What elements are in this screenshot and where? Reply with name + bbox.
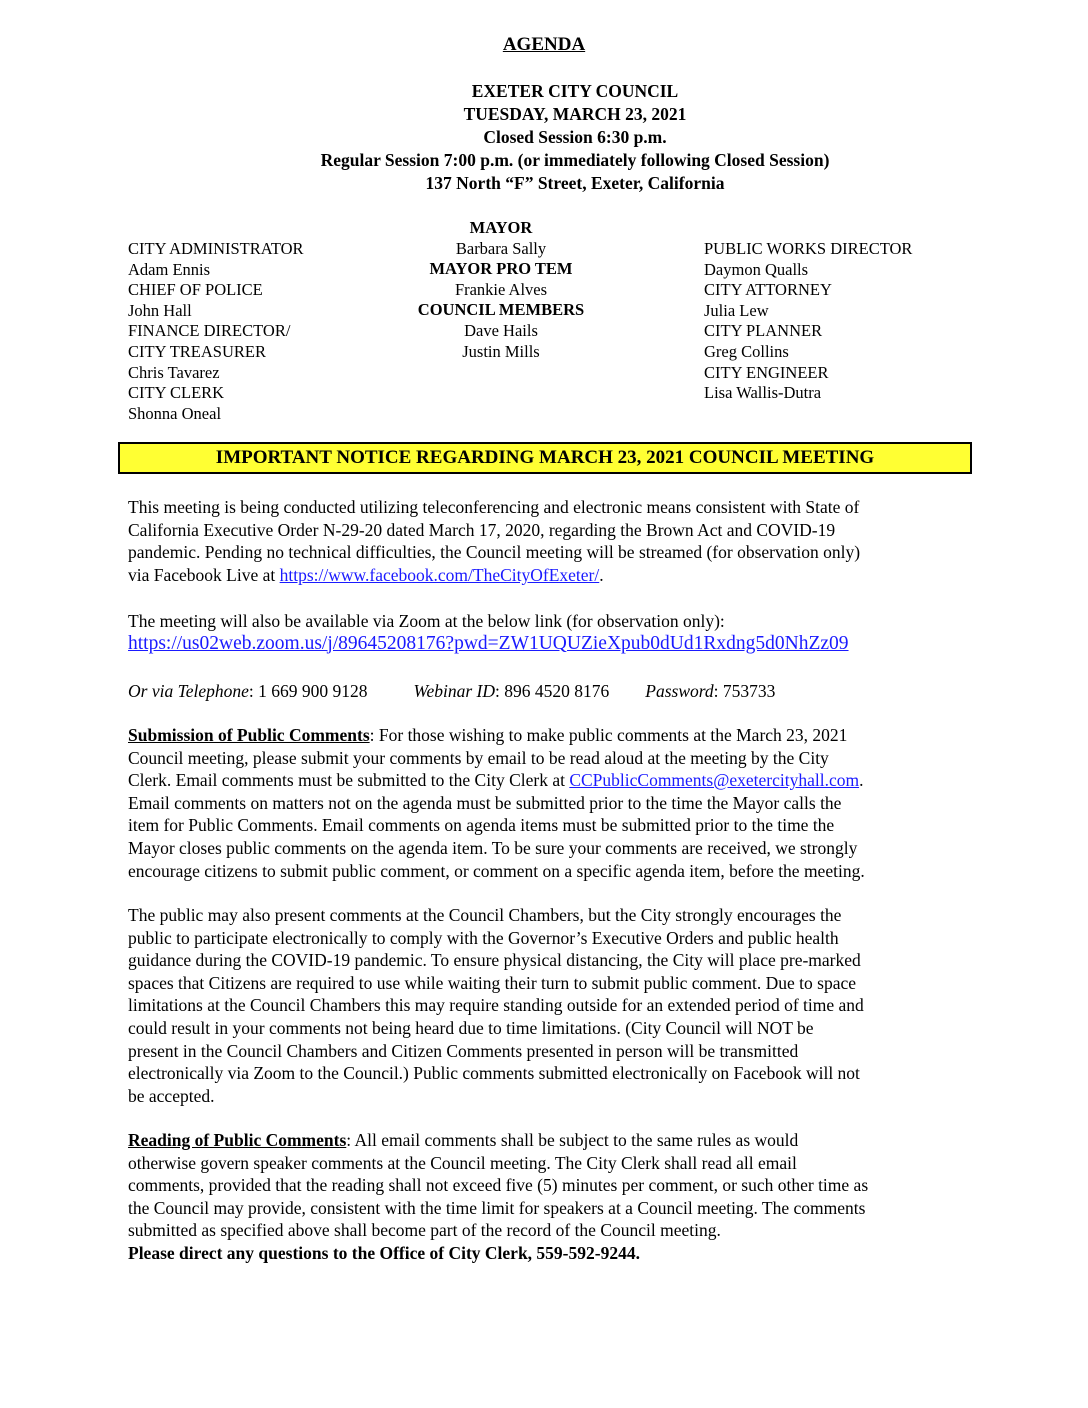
paragraph-line: could result in your comments not being heard due to time limitations. (City Council will NOT be: [128, 1017, 814, 1038]
paragraph-line: present in the Council Chambers and Citizen Comments presented in person will be transmitted: [128, 1040, 799, 1061]
staff-name: Daymon Qualls: [704, 259, 809, 279]
staff-title: FINANCE DIRECTOR/: [128, 321, 291, 341]
email-link[interactable]: CCPublicComments@exetercityhall.com: [569, 770, 860, 791]
staff-title: CITY PLANNER: [704, 321, 823, 341]
paragraph-line: item for Public Comments. Email comments on agenda items must be submitted prior to the time the: [128, 815, 835, 836]
telephone-value: : 1 669 900 9128: [248, 681, 368, 701]
public-comments-paragraph: [128, 904, 968, 1107]
phone-info: [128, 680, 968, 703]
meeting-address: 137 North “F” Street, Exeter, California: [425, 173, 725, 193]
paragraph-line: [128, 1129, 968, 1152]
meeting-header: [0, 80, 1088, 195]
paragraph-line: California Executive Order N-29-20 dated March 17, 2020, regarding the Brown Act and COVID-19: [128, 519, 836, 540]
staff-name: Julia Lew: [704, 300, 769, 320]
council-title: MAYOR PRO TEM: [429, 259, 573, 279]
staff-name: Shonna Oneal: [128, 403, 222, 423]
paragraph-line: [128, 769, 968, 792]
teleconference-paragraph: [128, 496, 968, 586]
council-name: Frankie Alves: [454, 279, 548, 299]
paragraph-line: electronically via Zoom to the Council.) Public comments submitted electronically on Facebook will not: [128, 1063, 860, 1084]
council-name: Barbara Sally: [455, 238, 547, 258]
password-value: : 753733: [713, 681, 776, 701]
telephone-label: Or via Telephone: [128, 681, 249, 701]
staff-name: Greg Collins: [704, 341, 789, 361]
section-heading: Submission of Public Comments: [128, 725, 370, 745]
staff-title: CITY ENGINEER: [704, 362, 829, 382]
contact-line: Please direct any questions to the Office of City Clerk, 559-592-9244.: [128, 1242, 640, 1263]
paragraph-line: encourage citizens to submit public comment, or comment on a specific agenda item, before the meeting.: [128, 860, 865, 881]
staff-title: CHIEF OF POLICE: [128, 280, 263, 300]
staff-title: CITY ADMINISTRATOR: [128, 239, 304, 258]
staff-column-right: [704, 239, 912, 404]
phone-line: [128, 680, 968, 703]
paragraph-line: submitted as specified above shall become part of the record of the Council meeting.: [128, 1220, 721, 1241]
paragraph-line: The meeting will also be available via Zoom at the below link (for observation only):: [128, 611, 725, 631]
staff-name: Adam Ennis: [128, 259, 211, 279]
council-title: MAYOR: [469, 218, 533, 237]
council-name: EXETER CITY COUNCIL: [471, 81, 679, 101]
paragraph-text: Clerk. Email comments must be submitted to the City Clerk at: [128, 770, 570, 791]
webinar-label: Webinar ID: [413, 681, 496, 701]
paragraph-line: spaces that Citizens are required to use while waiting their turn to submit public comment. Due to space: [128, 972, 857, 993]
paragraph-line: [128, 564, 968, 587]
staff-title: CITY CLERK: [128, 383, 225, 403]
page-title: AGENDA: [502, 34, 586, 55]
password-label: Password: [645, 681, 714, 701]
staff-title: CITY ATTORNEY: [704, 280, 832, 300]
important-notice-banner: IMPORTANT NOTICE REGARDING MARCH 23, 2021 COUNCIL MEETING: [118, 442, 972, 474]
paragraph-line: limitations at the Council Chambers this may require standing outside for an extended period of time and: [128, 995, 864, 1016]
paragraph-line: guidance during the COVID-19 pandemic. To ensure physical distancing, the City will place pre-marked: [128, 950, 861, 971]
paragraph-line: This meeting is being conducted utilizing teleconferencing and electronic means consistent with State of: [128, 497, 860, 517]
regular-session-time: Regular Session 7:00 p.m. (or immediately following Closed Session): [320, 150, 830, 170]
council-name: Justin Mills: [462, 341, 540, 361]
council-title: COUNCIL MEMBERS: [417, 300, 585, 320]
meeting-date: TUESDAY, MARCH 23, 2021: [463, 104, 687, 124]
paragraph-line: otherwise govern speaker comments at the Council meeting. The City Clerk shall read all email: [128, 1152, 797, 1173]
facebook-link[interactable]: https://www.facebook.com/TheCityOfExeter/: [279, 564, 600, 585]
paragraph-line: Council meeting, please submit your comments by email to be read aloud at the meeting by the City: [128, 747, 829, 768]
paragraph-line: [128, 633, 968, 656]
paragraph-line: Email comments on matters not on the agenda must be submitted prior to the time the Mayor calls the: [128, 792, 842, 813]
staff-name: John Hall: [128, 300, 192, 320]
paragraph-line: pandemic. Pending no technical difficulties, the Council meeting will be streamed (for observation only): [128, 542, 861, 563]
staff-title: CITY TREASURER: [128, 341, 266, 361]
paragraph-text: .: [599, 564, 604, 585]
submission-paragraph: [128, 724, 968, 882]
reading-paragraph: [128, 1129, 968, 1265]
council-column: [411, 218, 591, 362]
paragraph-line: public to participate electronically to comply with the Governor’s Executive Orders and public health: [128, 927, 839, 948]
council-name: Dave Hails: [464, 320, 538, 340]
webinar-value: : 896 4520 8176: [495, 681, 610, 701]
zoom-paragraph: [128, 610, 968, 655]
paragraph-line: be accepted.: [128, 1085, 215, 1106]
staff-column-left: [128, 239, 304, 424]
section-heading: Reading of Public Comments: [128, 1130, 347, 1150]
staff-name: Chris Tavarez: [128, 362, 220, 382]
staff-title: PUBLIC WORKS DIRECTOR: [704, 239, 913, 258]
paragraph-line: the Council may provide, consistent with the time limit for speakers at a Council meeting. The comments: [128, 1197, 866, 1218]
paragraph-text: .: [859, 770, 864, 791]
staff-name: Lisa Wallis-Dutra: [704, 383, 822, 403]
paragraph-line: [128, 724, 968, 747]
paragraph-line: The public may also present comments at the Council Chambers, but the City strongly encourages the: [128, 905, 842, 925]
paragraph-line: Mayor closes public comments on the agenda item. To be sure your comments are received, we strongly: [128, 837, 858, 858]
closed-session-time: Closed Session 6:30 p.m.: [483, 127, 667, 147]
paragraph-text: : All email comments shall be subject to the same rules as would: [346, 1130, 799, 1150]
paragraph-text: via Facebook Live at: [128, 564, 280, 585]
zoom-link[interactable]: https://us02web.zoom.us/j/89645208176?pwd=ZW1UQUZieXpub0dUd1Rxdng5d0NhZz09: [128, 632, 849, 654]
paragraph-text: : For those wishing to make public comments at the March 23, 2021: [369, 725, 848, 745]
paragraph-line: comments, provided that the reading shall not exceed five (5) minutes per comment, or such other time as: [128, 1175, 869, 1196]
